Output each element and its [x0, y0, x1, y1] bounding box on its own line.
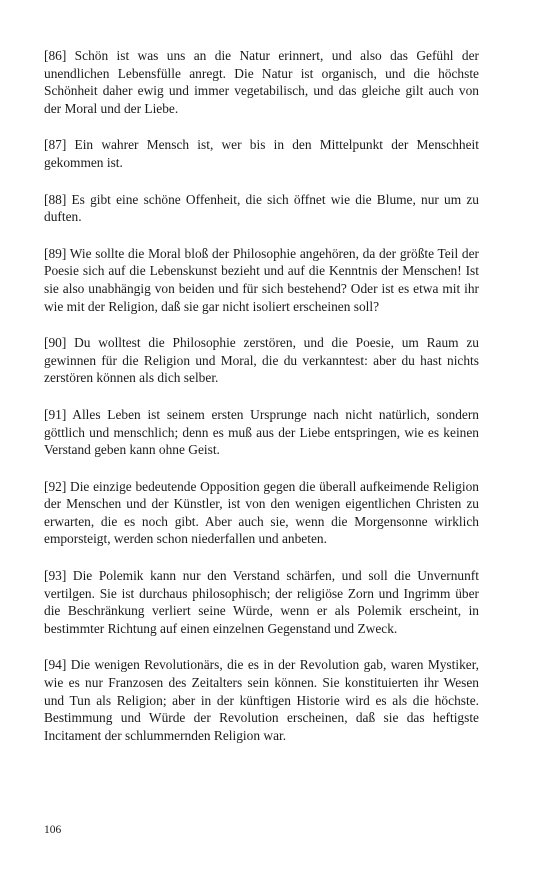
- paragraph-86: [86] Schön ist was uns an die Natur erinnert, und also das Gefühl der unendlichen Lebensfülle anregt. Die Natur ist organisch, und die höchste Schönheit daher ewig und immer vegetabilisch, und das gleiche gilt auch von der Moral und der Liebe.: [44, 48, 479, 116]
- paragraph-91: [91] Alles Leben ist seinem ersten Ursprunge nach nicht natürlich, sondern göttlich und menschlich; denn es muß aus der Liebe entspringen, wie es keinen Verstand geben kann ohne Geist.: [44, 406, 479, 458]
- paragraph-89: [89] Wie sollte die Moral bloß der Philosophie angehören, da der größte Teil der Poesie sich auf die Lebenskunst bezieht und auf die Kenntnis der Menschen! Ist sie also unabhängig von beiden und für sich bestehend? Oder ist es etwa mit ihr wie mit der Religion, daß sie gar nicht isoliert erscheinen soll?: [44, 245, 479, 314]
- main-text: [44, 47, 479, 763]
- paragraph-87: [87] Ein wahrer Mensch ist, wer bis in den Mittelpunkt der Menschheit gekommen ist.: [44, 137, 479, 170]
- paragraph-94: [94] Die wenigen Revolutionärs, die es in der Revolution gab, waren Mystiker, wie es nur Franzosen des Zeitalters sein können. Sie konstituierten ihr Wesen und Tun als Religion; aber in der künftigen Historie wird es als die höchste. Bestimmung und Würde der Revolution erscheinen, daß sie das heftigste Incitament der schlummernden Religion war.: [44, 657, 479, 743]
- paragraph-92: [92] Die einzige bedeutende Opposition gegen die überall aufkeimende Religion der Menschen und der Künstler, ist von den wenigen eigentlichen Christen zu erwarten, die es noch gibt. Aber auch sie, wenn die Morgensonne wirklich emporsteigt, werden schon niederfallen und anbeten.: [44, 478, 479, 547]
- paragraph-88: [88] Es gibt eine schöne Offenheit, die sich öffnet wie die Blume, nur um zu duften.: [44, 191, 479, 225]
- paragraph-93: [93] Die Polemik kann nur den Verstand schärfen, und soll die Unvernunft vertilgen. Sie ist durchaus philosophisch; der religiöse Zorn und Ingrimm über die Beschränkung verliert seine Würde, wenn er als Polemik erscheint, in bestimmter Richtung auf einen einzelnen Gegenstand und Zweck.: [44, 568, 479, 636]
- paragraph-90: [90] Du wolltest die Philosophie zerstören, und die Poesie, um Raum zu gewinnen für die Religion und Moral, die du verkanntest: aber du hast nichts zerstören können als dich selber.: [44, 335, 479, 386]
- page-number: 106: [44, 824, 62, 836]
